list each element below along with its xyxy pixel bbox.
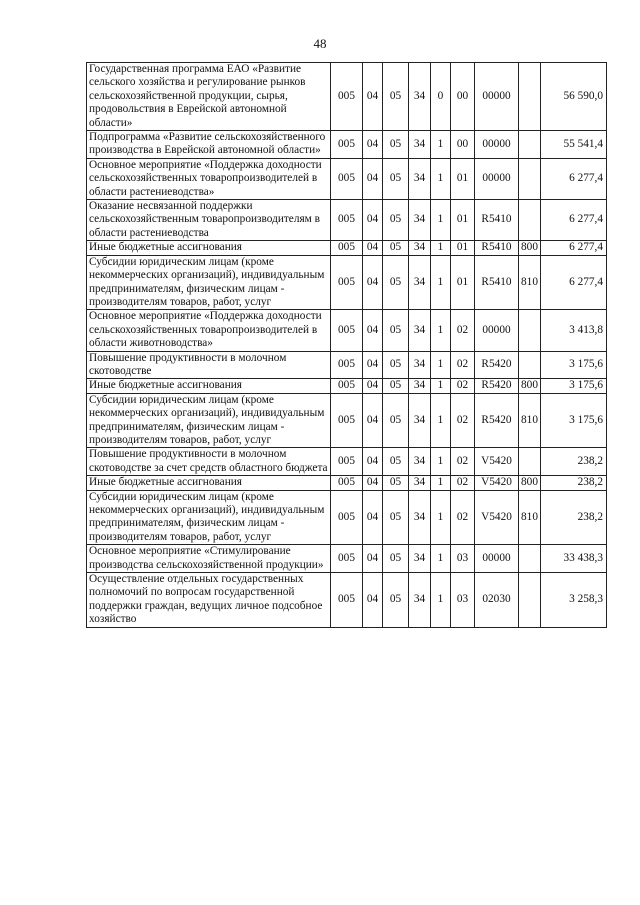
code-direction: V5420 xyxy=(475,476,519,490)
table-row xyxy=(87,241,607,255)
code-direction: R5420 xyxy=(475,379,519,393)
code-expense-type xyxy=(519,200,541,241)
code-ministry: 005 xyxy=(331,200,363,241)
code-section: 04 xyxy=(363,200,383,241)
table-row xyxy=(87,158,607,199)
code-program: 34 xyxy=(409,200,431,241)
code-program: 34 xyxy=(409,158,431,199)
code-ministry: 005 xyxy=(331,545,363,573)
code-direction: R5410 xyxy=(475,255,519,310)
code-section: 04 xyxy=(363,131,383,159)
code-ministry: 005 xyxy=(331,63,363,131)
code-section: 04 xyxy=(363,158,383,199)
code-ministry: 005 xyxy=(331,490,363,545)
code-ministry: 005 xyxy=(331,379,363,393)
row-name: Основное мероприятие «Поддержка доходности сельскохозяйственных товаропроизводителей в области растениеводства» xyxy=(87,158,331,199)
table-row xyxy=(87,379,607,393)
code-subprogram: 1 xyxy=(431,310,451,351)
code-subprogram: 1 xyxy=(431,448,451,476)
row-amount: 3 175,6 xyxy=(541,351,607,379)
code-subsection: 05 xyxy=(383,476,409,490)
code-ministry: 005 xyxy=(331,351,363,379)
code-event: 02 xyxy=(451,310,475,351)
code-section: 04 xyxy=(363,545,383,573)
code-direction: R5410 xyxy=(475,241,519,255)
code-subsection: 05 xyxy=(383,448,409,476)
code-subsection: 05 xyxy=(383,351,409,379)
code-expense-type: 800 xyxy=(519,241,541,255)
code-subprogram: 1 xyxy=(431,490,451,545)
code-direction: 00000 xyxy=(475,131,519,159)
code-subprogram: 1 xyxy=(431,573,451,628)
row-name: Основное мероприятие «Стимулирование производства сельскохозяйственной продукции» xyxy=(87,545,331,573)
row-amount: 3 258,3 xyxy=(541,573,607,628)
code-event: 02 xyxy=(451,351,475,379)
code-section: 04 xyxy=(363,379,383,393)
code-ministry: 005 xyxy=(331,255,363,310)
code-subprogram: 1 xyxy=(431,545,451,573)
code-subprogram: 1 xyxy=(431,255,451,310)
code-event: 01 xyxy=(451,200,475,241)
code-event: 02 xyxy=(451,476,475,490)
code-section: 04 xyxy=(363,490,383,545)
row-name: Оказание несвязанной поддержки сельскохозяйственным товаропроизводителям в области растениеводства xyxy=(87,200,331,241)
code-section: 04 xyxy=(363,573,383,628)
code-subsection: 05 xyxy=(383,200,409,241)
row-amount: 33 438,3 xyxy=(541,545,607,573)
row-name: Государственная программа ЕАО «Развитие сельского хозяйства и регулирование рынков сельскохозяйственной продукции, сырья, продовольствия в Еврейской автономной области» xyxy=(87,63,331,131)
code-ministry: 005 xyxy=(331,131,363,159)
code-expense-type xyxy=(519,351,541,379)
row-amount: 3 175,6 xyxy=(541,393,607,448)
code-program: 34 xyxy=(409,379,431,393)
row-name: Иные бюджетные ассигнования xyxy=(87,379,331,393)
code-direction: V5420 xyxy=(475,448,519,476)
code-ministry: 005 xyxy=(331,573,363,628)
code-expense-type xyxy=(519,131,541,159)
code-subsection: 05 xyxy=(383,63,409,131)
code-event: 02 xyxy=(451,393,475,448)
code-expense-type: 800 xyxy=(519,379,541,393)
code-program: 34 xyxy=(409,448,431,476)
code-subprogram: 0 xyxy=(431,63,451,131)
code-direction: 00000 xyxy=(475,545,519,573)
code-section: 04 xyxy=(363,255,383,310)
code-program: 34 xyxy=(409,241,431,255)
row-name: Субсидии юридическим лицам (кроме некоммерческих организаций), индивидуальным предпринимателям, физическим лицам - производителям товаров, работ, услуг xyxy=(87,255,331,310)
code-expense-type xyxy=(519,573,541,628)
row-amount: 3 175,6 xyxy=(541,379,607,393)
code-subsection: 05 xyxy=(383,393,409,448)
code-ministry: 005 xyxy=(331,476,363,490)
code-program: 34 xyxy=(409,255,431,310)
code-ministry: 005 xyxy=(331,448,363,476)
table-row xyxy=(87,131,607,159)
row-name: Осуществление отдельных государственных полномочий по вопросам государственной поддержки граждан, ведущих личное подсобное хозяйство xyxy=(87,573,331,628)
code-program: 34 xyxy=(409,310,431,351)
table-row xyxy=(87,393,607,448)
code-expense-type xyxy=(519,310,541,351)
code-section: 04 xyxy=(363,241,383,255)
code-program: 34 xyxy=(409,393,431,448)
budget-table xyxy=(86,62,607,628)
code-subprogram: 1 xyxy=(431,200,451,241)
table-row xyxy=(87,573,607,628)
code-program: 34 xyxy=(409,573,431,628)
code-section: 04 xyxy=(363,310,383,351)
code-subsection: 05 xyxy=(383,241,409,255)
row-name: Подпрограмма «Развитие сельскохозяйственного производства в Еврейской автономной области» xyxy=(87,131,331,159)
code-subprogram: 1 xyxy=(431,476,451,490)
code-expense-type: 810 xyxy=(519,490,541,545)
table-row xyxy=(87,490,607,545)
code-event: 03 xyxy=(451,573,475,628)
row-name: Основное мероприятие «Поддержка доходности сельскохозяйственных товаропроизводителей в области животноводства» xyxy=(87,310,331,351)
code-subsection: 05 xyxy=(383,490,409,545)
code-direction: 00000 xyxy=(475,158,519,199)
code-section: 04 xyxy=(363,393,383,448)
code-subprogram: 1 xyxy=(431,379,451,393)
code-event: 02 xyxy=(451,448,475,476)
code-subsection: 05 xyxy=(383,545,409,573)
row-amount: 238,2 xyxy=(541,490,607,545)
row-name: Субсидии юридическим лицам (кроме некоммерческих организаций), индивидуальным предпринимателям, физическим лицам - производителям товаров, работ, услуг xyxy=(87,490,331,545)
table-row xyxy=(87,476,607,490)
code-subprogram: 1 xyxy=(431,241,451,255)
code-subsection: 05 xyxy=(383,158,409,199)
row-name: Иные бюджетные ассигнования xyxy=(87,476,331,490)
code-section: 04 xyxy=(363,63,383,131)
code-event: 00 xyxy=(451,63,475,131)
code-program: 34 xyxy=(409,63,431,131)
table-row xyxy=(87,448,607,476)
code-event: 01 xyxy=(451,241,475,255)
row-amount: 6 277,4 xyxy=(541,200,607,241)
row-amount: 6 277,4 xyxy=(541,255,607,310)
code-event: 02 xyxy=(451,379,475,393)
page-number: 48 xyxy=(313,36,327,51)
row-amount: 3 413,8 xyxy=(541,310,607,351)
code-expense-type: 810 xyxy=(519,393,541,448)
code-expense-type: 800 xyxy=(519,476,541,490)
code-section: 04 xyxy=(363,351,383,379)
table-row xyxy=(87,351,607,379)
row-amount: 238,2 xyxy=(541,476,607,490)
code-section: 04 xyxy=(363,476,383,490)
table-row xyxy=(87,310,607,351)
code-ministry: 005 xyxy=(331,310,363,351)
code-program: 34 xyxy=(409,351,431,379)
table-row xyxy=(87,63,607,131)
code-subsection: 05 xyxy=(383,310,409,351)
row-name: Иные бюджетные ассигнования xyxy=(87,241,331,255)
code-expense-type: 810 xyxy=(519,255,541,310)
code-subsection: 05 xyxy=(383,379,409,393)
code-expense-type xyxy=(519,448,541,476)
row-name: Повышение продуктивности в молочном скотоводстве за счет средств областного бюджета xyxy=(87,448,331,476)
code-expense-type xyxy=(519,63,541,131)
table-row xyxy=(87,255,607,310)
row-amount: 6 277,4 xyxy=(541,158,607,199)
code-ministry: 005 xyxy=(331,393,363,448)
row-name: Субсидии юридическим лицам (кроме некоммерческих организаций), индивидуальным предпринимателям, физическим лицам - производителям товаров, работ, услуг xyxy=(87,393,331,448)
row-amount: 238,2 xyxy=(541,448,607,476)
code-program: 34 xyxy=(409,131,431,159)
code-subsection: 05 xyxy=(383,255,409,310)
code-subprogram: 1 xyxy=(431,351,451,379)
code-subsection: 05 xyxy=(383,573,409,628)
code-event: 00 xyxy=(451,131,475,159)
code-direction: R5420 xyxy=(475,351,519,379)
budget-table-body xyxy=(87,63,607,628)
table-row xyxy=(87,545,607,573)
code-direction: 02030 xyxy=(475,573,519,628)
code-program: 34 xyxy=(409,490,431,545)
code-direction: V5420 xyxy=(475,490,519,545)
row-amount: 56 590,0 xyxy=(541,63,607,131)
row-amount: 6 277,4 xyxy=(541,241,607,255)
code-expense-type xyxy=(519,545,541,573)
code-event: 01 xyxy=(451,255,475,310)
code-direction: 00000 xyxy=(475,310,519,351)
code-program: 34 xyxy=(409,476,431,490)
row-name: Повышение продуктивности в молочном скотоводстве xyxy=(87,351,331,379)
code-subprogram: 1 xyxy=(431,158,451,199)
code-ministry: 005 xyxy=(331,158,363,199)
code-direction: R5410 xyxy=(475,200,519,241)
code-subprogram: 1 xyxy=(431,393,451,448)
code-direction: R5420 xyxy=(475,393,519,448)
code-program: 34 xyxy=(409,545,431,573)
code-event: 02 xyxy=(451,490,475,545)
code-ministry: 005 xyxy=(331,241,363,255)
code-subsection: 05 xyxy=(383,131,409,159)
code-section: 04 xyxy=(363,448,383,476)
code-event: 03 xyxy=(451,545,475,573)
code-subprogram: 1 xyxy=(431,131,451,159)
row-amount: 55 541,4 xyxy=(541,131,607,159)
code-expense-type xyxy=(519,158,541,199)
table-row xyxy=(87,200,607,241)
code-event: 01 xyxy=(451,158,475,199)
code-direction: 00000 xyxy=(475,63,519,131)
